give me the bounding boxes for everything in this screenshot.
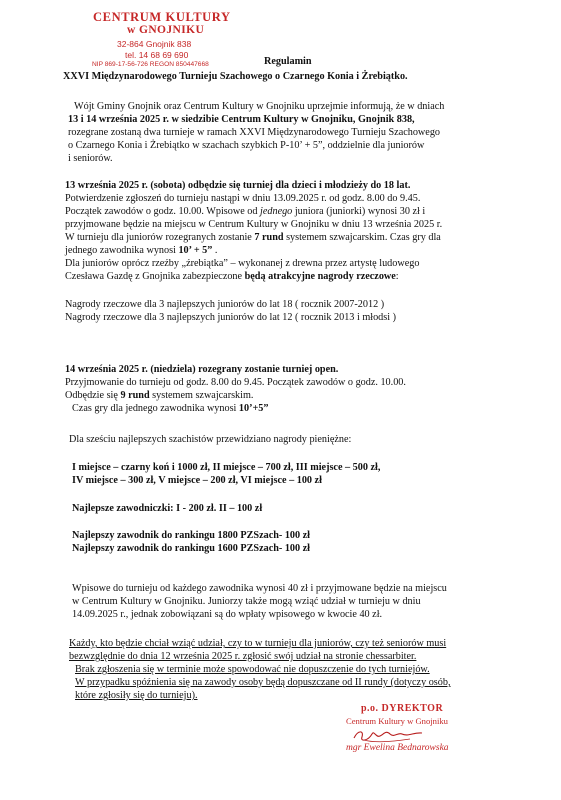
stamp-address: 32-864 Gnojnik 838 [117, 39, 192, 49]
signature-name: mgr Ewelina Bednarowska [346, 743, 449, 753]
junior-prize-u18: Nagrody rzeczowe dla 3 najlepszych juniorów do lat 18 ( rocznik 2007-2012 ) [65, 299, 385, 310]
intro-line-date-venue: 13 i 14 września 2025 r. w siedzibie Centrum Kultury w Gnojniku, Gnojnik 838, [68, 114, 415, 125]
intro-line: o Czarnego Konia i Żrebiątko w szachach szybkich P-10’ + 5”, oddzielnie dla juniorów [68, 140, 425, 151]
paragraph-line: Potwierdzenie zgłoszeń do turnieju nastąpi w dniu 13.09.2025 r. od godz. 8.00 do 9.45. [65, 193, 421, 204]
text-run: juniora (juniorki) wynosi 30 zł i [292, 206, 426, 217]
notice-line: Brak zgłoszenia się w terminie może spowodować nie dopuszczenie do tych turniejów. [75, 664, 430, 675]
text-run: Odbędzie się [65, 390, 121, 401]
time-control: 10’ + 5” [178, 245, 213, 256]
text-run: Początek zawodów o godz. 10.00. Wpisowe od [65, 206, 261, 217]
intro-line: rozegrane zostaną dwa turnieje w ramach XXVI Międzynarodowego Turnieju Szachowego [68, 127, 441, 138]
text-run: systemem szwajcarskim. Czas gry dla [283, 232, 441, 243]
document-subtitle: XXVI Międzynarodowego Turnieju Szachowego o Czarnego Konia i Żrebiątko. [63, 71, 408, 82]
junior-prize-u12: Nagrody rzeczowe dla 3 najlepszych juniorów do lat 12 ( rocznik 2013 i młodsi ) [65, 312, 396, 323]
text-run: . [212, 245, 218, 256]
signature-role: p.o. DYREKTOR [361, 703, 444, 714]
rating-prize-1800: Najlepszy zawodnik do rankingu 1800 PZSzach- 100 zł [72, 530, 311, 541]
text-run: Czas gry dla jednego zawodnika wynosi [72, 403, 239, 414]
stamp-nip-regon: NIP 869-17-56-726 REGON 850447668 [92, 61, 209, 68]
text-run: W turnieju dla juniorów rozegranych zostanie [65, 232, 255, 243]
notice-line: bezwzględnie do dnia 12 września 2025 r. zgłosić swój udział na stronie chessarbiter. [69, 651, 417, 662]
rounds-count: 9 rund [120, 390, 150, 401]
stamp-phone: tel. 14 68 69 690 [125, 50, 189, 60]
paragraph-line [65, 245, 217, 257]
paragraph-line: w Centrum Kultury w Gnojniku. Juniorzy także mogą wziąć udział w turnieju w dniu [72, 596, 421, 607]
rating-prize-1600: Najlepszy zawodnik do rankingu 1600 PZSzach- 100 zł [72, 543, 311, 554]
women-prizes: Najlepsze zawodniczki: I - 200 zł. II – 100 zł [72, 503, 263, 514]
places-prizes-line: I miejsce – czarny koń i 1000 zł, II miejsce – 700 zł, III miejsce – 500 zł, [72, 462, 381, 473]
paragraph-line: 14.09.2025 r., jednak zobowiązani są do wpłaty wpisowego w kwocie 40 zł. [72, 609, 383, 620]
cash-prizes-intro: Dla sześciu najlepszych szachistów przewidziano nagrody pieniężne: [69, 434, 352, 445]
stamp-name-line1: CENTRUM KULTURY [93, 10, 231, 24]
notice-line: które zgłosiły się do turnieju). [75, 690, 198, 701]
paragraph-line: przyjmowane będzie na miejscu w Centrum Kultury w Gnojniku w dniu 13 września 2025 r. [65, 219, 443, 230]
rounds-count: 7 rund [254, 232, 284, 243]
emphasis-text: jednego [260, 206, 293, 217]
text-run: Czesława Gazdę z Gnojnika zabezpieczone [65, 271, 245, 282]
time-control: 10’+5” [238, 403, 269, 414]
prizes-emphasis: będą atrakcyjne nagrody rzeczowe [244, 271, 396, 282]
paragraph-line [72, 403, 269, 415]
text-run: systemem szwajcarskim. [149, 390, 254, 401]
text-run: : [395, 271, 399, 282]
places-prizes-line: IV miejsce – 300 zł, V miejsce – 200 zł, VI miejsce – 100 zł [72, 475, 322, 486]
paragraph-line: Wpisowe do turnieju od każdego zawodnika wynosi 40 zł i przyjmowane będzie na miejscu [72, 583, 447, 594]
paragraph-line [65, 390, 253, 402]
intro-line: Wójt Gminy Gnojnik oraz Centrum Kultury w Gnojniku uprzejmie informują, że w dniach [74, 101, 445, 112]
junior-tournament-heading: 13 września 2025 r. (sobota) odbędzie się turniej dla dzieci i młodzieży do 18 lat. [65, 180, 411, 191]
paragraph-line: Dla juniorów oprócz rzeźby „źrebiątka” – wykonanej z drewna przez artystę ludowego [65, 258, 420, 269]
signature-organization: Centrum Kultury w Gnojniku [346, 716, 448, 726]
paragraph-line [65, 271, 399, 283]
notice-line: W przypadku spóźnienia się na zawody osoby będą dopuszczane od II rundy (dotyczy osób, [75, 677, 451, 688]
open-tournament-heading: 14 września 2025 r. (niedziela) rozegrany zostanie turniej open. [65, 364, 339, 375]
paragraph-line: Przyjmowanie do turnieju od godz. 8.00 do 9.45. Początek zawodów o godz. 10.00. [65, 377, 406, 388]
paragraph-line [65, 232, 441, 244]
document-title: Regulamin [264, 56, 312, 67]
stamp-name-line2: w GNOJNIKU [127, 24, 205, 36]
paragraph-line [65, 206, 425, 218]
notice-line: Każdy, kto będzie chciał wziąć udział, czy to w turnieju dla juniorów, czy też seniorów musi [69, 638, 447, 649]
text-run: jednego zawodnika wynosi [65, 245, 179, 256]
intro-line: i seniorów. [68, 153, 113, 164]
